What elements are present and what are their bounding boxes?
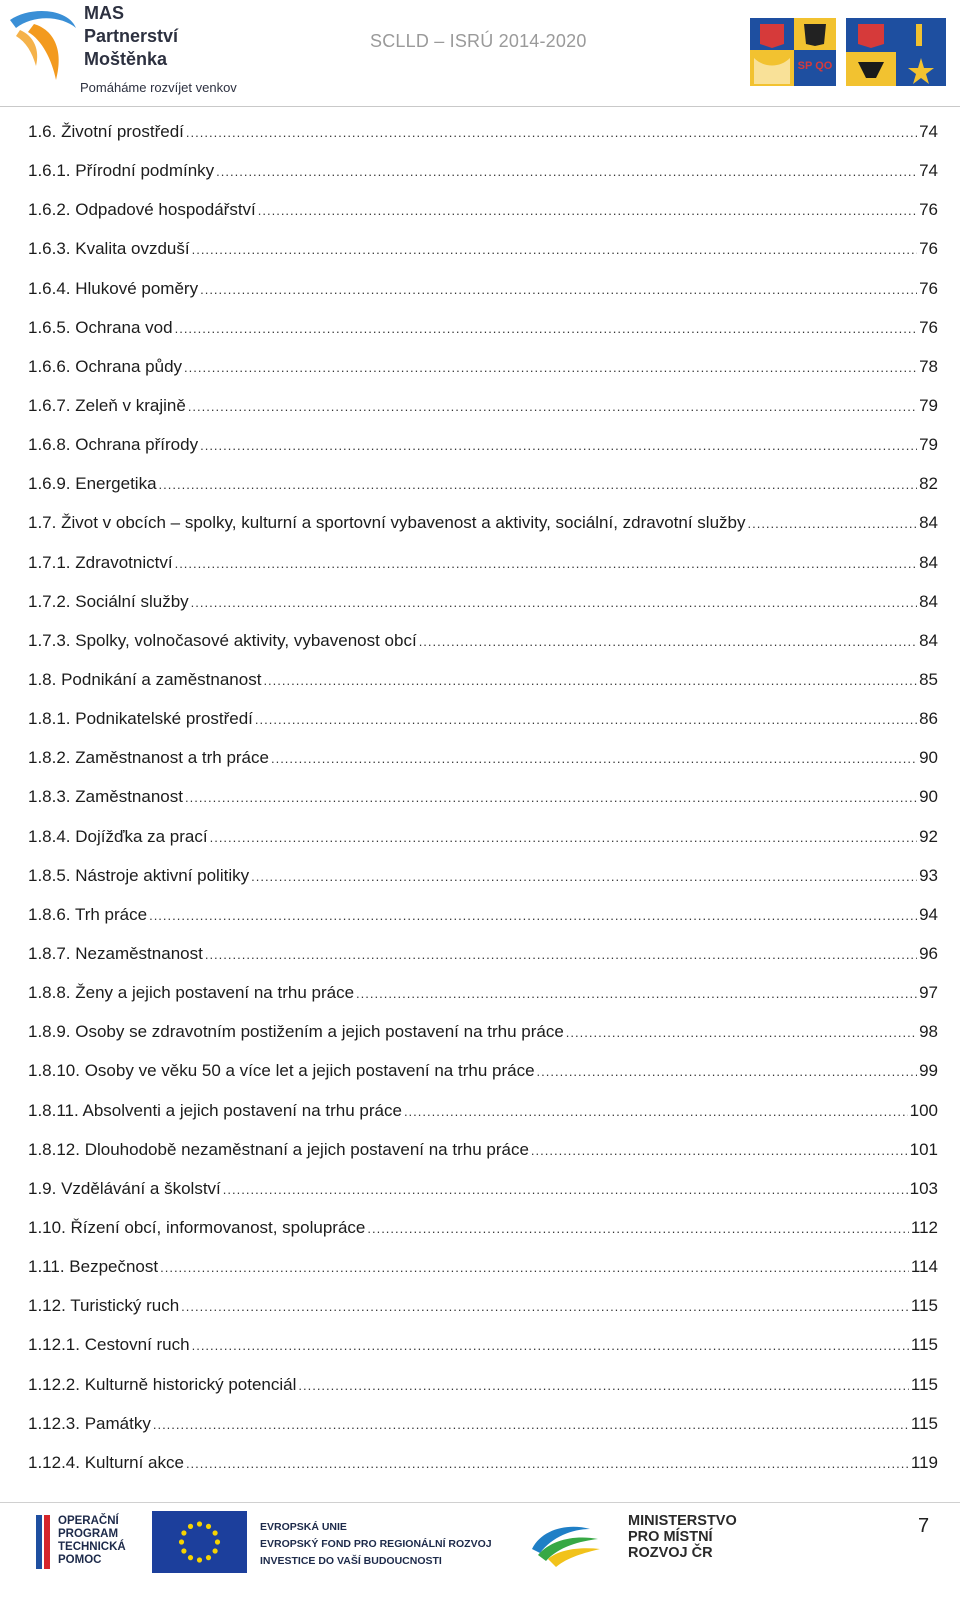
toc-entry-title[interactable]: 1.6.4. Hlukové poměry (28, 278, 199, 298)
toc-entry-title[interactable]: 1.12.4. Kulturní akce (28, 1452, 184, 1472)
toc-entry-page[interactable]: 90 (919, 787, 938, 807)
toc-entry-title[interactable]: 1.8.2. Zaměstnanost a trh práce (28, 748, 269, 768)
toc-entry-title[interactable]: 1.8.3. Zaměstnanost (28, 787, 183, 807)
toc-entry-page[interactable]: 84 (919, 630, 938, 650)
toc-dot-leader (298, 1366, 909, 1405)
toc-entry-page[interactable]: 97 (919, 983, 938, 1003)
toc-dot-leader (419, 622, 917, 661)
toc-entry-title[interactable]: 1.12.2. Kulturně historický potenciál (28, 1374, 297, 1394)
toc-entry-title[interactable]: 1.8.4. Dojížďka za prací (28, 826, 208, 846)
toc-entry-page[interactable]: 86 (919, 709, 938, 729)
toc-dot-leader (251, 857, 917, 896)
toc-entry[interactable] (28, 582, 938, 621)
toc-dot-leader (149, 896, 917, 935)
toc-entry-page[interactable]: 114 (910, 1257, 938, 1277)
toc-entry-title[interactable]: 1.12.3. Památky (28, 1413, 151, 1433)
toc-dot-leader (537, 1052, 918, 1091)
toc-entry-title[interactable]: 1.6.2. Odpadové hospodářství (28, 200, 256, 220)
toc-dot-leader (200, 270, 917, 309)
toc-dot-leader (186, 1444, 909, 1483)
toc-entry-title[interactable]: 1.6.6. Ochrana půdy (28, 356, 183, 376)
toc-entry[interactable] (28, 308, 938, 347)
toc-dot-leader (210, 818, 917, 857)
toc-dot-leader (160, 1248, 909, 1287)
toc-entry-page[interactable]: 84 (919, 552, 938, 572)
toc-entry-title[interactable]: 1.8.12. Dlouhodobě nezaměstnaní a jejich postavení na trhu práce (28, 1139, 529, 1159)
toc-entry-page[interactable]: 79 (919, 435, 938, 455)
district-emblem-icon (846, 18, 946, 86)
toc-dot-leader (185, 778, 917, 817)
toc-entry-page[interactable]: 85 (919, 669, 938, 689)
toc-entry-page[interactable]: 96 (919, 943, 938, 963)
toc-entry[interactable] (28, 151, 938, 190)
toc-entry-title[interactable]: 1.8.8. Ženy a jejich postavení na trhu práce (28, 983, 355, 1003)
toc-entry-page[interactable]: 84 (919, 513, 938, 533)
toc-entry-page[interactable]: 115 (910, 1413, 938, 1433)
toc-dot-leader (271, 739, 917, 778)
toc-dot-leader (175, 309, 917, 348)
toc-entry[interactable] (28, 1325, 938, 1364)
toc-dot-leader (263, 661, 917, 700)
toc-entry-page[interactable]: 99 (919, 1061, 938, 1081)
toc-entry[interactable] (28, 738, 938, 777)
op-bars-icon (36, 1513, 56, 1571)
toc-entry-page[interactable]: 74 (919, 161, 938, 181)
toc-entry[interactable] (28, 621, 938, 660)
toc-entry-title[interactable]: 1.6.1. Přírodní podmínky (28, 161, 215, 181)
toc-dot-leader (188, 387, 917, 426)
mas-swoosh-icon (6, 6, 86, 96)
toc-entry[interactable] (28, 1169, 938, 1208)
toc-entry-title[interactable]: 1.8.11. Absolventi a jejich postavení na trhu práce (28, 1100, 402, 1120)
op-tp-text: OPERAČNÍ PROGRAM TECHNICKÁ POMOC (58, 1515, 126, 1566)
toc-dot-leader (747, 504, 917, 543)
regional-emblems (750, 18, 950, 88)
toc-dot-leader (404, 1092, 908, 1131)
page-number: 7 (918, 1515, 930, 1537)
toc-entry[interactable] (28, 1208, 938, 1247)
toc-dot-leader (191, 583, 917, 622)
toc-entry-page[interactable]: 78 (919, 356, 938, 376)
logo-tagline: Pomáháme rozvíjet venkov (80, 80, 237, 95)
toc-entry-title[interactable]: 1.8.9. Osoby se zdravotním postižením a jejich postavení na trhu práce (28, 1022, 564, 1042)
toc-entry-page[interactable]: 119 (910, 1452, 938, 1472)
toc-dot-leader (175, 544, 918, 583)
toc-dot-leader (216, 152, 917, 191)
page-footer (0, 1505, 960, 1602)
page-header (0, 0, 960, 108)
toc-entry-title[interactable]: 1.8. Podnikání a zaměstnanost (28, 669, 262, 689)
toc-entry-page[interactable]: 115 (910, 1296, 938, 1316)
toc-entry-page[interactable]: 74 (919, 122, 938, 141)
footer-divider (0, 1502, 960, 1503)
toc-dot-leader (184, 348, 917, 387)
toc-dot-leader (531, 1131, 908, 1170)
toc-entry-page[interactable]: 82 (919, 474, 938, 494)
toc-entry[interactable] (28, 347, 938, 386)
toc-entry[interactable] (28, 1286, 938, 1325)
toc-entry-title[interactable]: 1.8.5. Nástroje aktivní politiky (28, 865, 250, 885)
toc-dot-leader (367, 1209, 909, 1248)
ministry-text: MINISTERSTVO PRO MÍSTNÍ ROZVOJ ČR (628, 1513, 737, 1561)
toc-entry-page[interactable]: 90 (919, 748, 938, 768)
toc-entry[interactable] (28, 817, 938, 856)
toc-entry-page[interactable]: 76 (919, 239, 938, 259)
toc-entry-page[interactable]: 115 (910, 1374, 938, 1394)
toc-entry[interactable] (28, 1365, 938, 1404)
toc-entry-title[interactable]: 1.12. Turistický ruch (28, 1296, 180, 1316)
toc-dot-leader (153, 1405, 909, 1444)
toc-entry-page[interactable]: 93 (919, 865, 938, 885)
toc-entry-title[interactable]: 1.7.3. Spolky, volnočasové aktivity, vybavenost obcí (28, 630, 417, 650)
toc-entry[interactable] (28, 229, 938, 268)
toc-entry-page[interactable]: 98 (919, 1022, 938, 1042)
toc-entry-page[interactable]: 92 (919, 826, 938, 846)
toc-entry-page[interactable]: 76 (919, 278, 938, 298)
toc-entry-page[interactable]: 76 (919, 317, 938, 337)
toc-entry-title[interactable]: 1.11. Bezpečnost (28, 1257, 159, 1277)
toc-entry[interactable] (28, 1443, 938, 1482)
toc-entry[interactable] (28, 699, 938, 738)
toc-entry-page[interactable]: 84 (919, 591, 938, 611)
toc-entry-page[interactable]: 76 (919, 200, 938, 220)
eu-flag-icon (152, 1511, 247, 1573)
toc-entry-title[interactable]: 1.7.2. Sociální služby (28, 591, 189, 611)
toc-entry-title[interactable]: 1.12.1. Cestovní ruch (28, 1335, 190, 1355)
toc-entry[interactable] (28, 543, 938, 582)
toc-entry[interactable] (28, 425, 938, 464)
toc-entry-page[interactable]: 115 (910, 1335, 938, 1355)
toc-entry-title[interactable]: 1.7. Život v obcích – spolky, kulturní a sportovní vybavenost a aktivity, sociální, zdravotní služby (28, 513, 746, 533)
toc-entry[interactable] (28, 1051, 938, 1090)
toc-entry-page[interactable]: 112 (910, 1217, 938, 1237)
toc-entry-title[interactable]: 1.9. Vzdělávání a školství (28, 1178, 221, 1198)
toc-dot-leader (200, 426, 917, 465)
toc-entry-title[interactable]: 1.6.3. Kvalita ovzduší (28, 239, 190, 259)
toc-entry[interactable] (28, 934, 938, 973)
toc-entry[interactable] (28, 1130, 938, 1169)
toc-entry[interactable] (28, 112, 938, 151)
toc-dot-leader (186, 113, 917, 152)
toc-entry-title[interactable]: 1.10. Řízení obcí, informovanost, spolupráce (28, 1217, 366, 1237)
toc-entry[interactable] (28, 464, 938, 503)
toc-entry[interactable] (28, 1091, 938, 1130)
toc-entry[interactable] (28, 1404, 938, 1443)
toc-dot-leader (258, 191, 917, 230)
toc-entry[interactable] (28, 386, 938, 425)
logo-name: MAS Partnerství Moštěnka (84, 3, 179, 69)
toc-dot-leader (356, 974, 917, 1013)
eu-fund-text: EVROPSKÁ UNIE EVROPSKÝ FOND PRO REGIONÁLNÍ ROZVOJ INVESTICE DO VAŠÍ BUDOUCNOSTI (260, 1521, 492, 1567)
toc-entry[interactable] (28, 1247, 938, 1286)
toc-entry-page[interactable]: 101 (909, 1139, 938, 1159)
czech-eagle-emblem-icon (750, 18, 836, 86)
toc-entry[interactable] (28, 190, 938, 229)
toc-entry-title[interactable]: 1.7.1. Zdravotnictví (28, 552, 173, 572)
toc-entry[interactable] (28, 503, 938, 542)
toc-entry-title[interactable]: 1.6.7. Zeleň v krajině (28, 395, 186, 415)
toc-entry-title[interactable]: 1.6. Životní prostředí (28, 122, 184, 141)
toc-entry[interactable] (28, 895, 938, 934)
mmr-logo-icon (528, 1515, 608, 1571)
toc-dot-leader (205, 935, 917, 974)
toc-dot-leader (255, 700, 917, 739)
toc-entry-title[interactable]: 1.8.7. Nezaměstnanost (28, 943, 203, 963)
toc-dot-leader (566, 1013, 917, 1052)
toc-entry-title[interactable]: 1.6.8. Ochrana přírody (28, 435, 199, 455)
toc-entry-title[interactable]: 1.6.5. Ochrana vod (28, 317, 173, 337)
toc-dot-leader (192, 230, 917, 269)
emblem-text: SP QO (797, 60, 833, 72)
header-divider (0, 106, 960, 107)
toc-entry[interactable] (28, 973, 938, 1012)
mas-logo (6, 2, 256, 102)
toc-dot-leader (223, 1170, 908, 1209)
toc-entry-page[interactable]: 100 (909, 1100, 938, 1120)
toc-entry-title[interactable]: 1.8.10. Osoby ve věku 50 a více let a jejich postavení na trhu práce (28, 1061, 535, 1081)
toc-entry[interactable] (28, 856, 938, 895)
table-of-contents (28, 112, 938, 1482)
toc-entry-page[interactable]: 94 (919, 904, 938, 924)
toc-entry[interactable] (28, 660, 938, 699)
toc-dot-leader (181, 1287, 909, 1326)
document-title: SCLLD – ISRÚ 2014-2020 (370, 31, 587, 51)
toc-entry-title[interactable]: 1.6.9. Energetika (28, 474, 157, 494)
toc-entry-title[interactable]: 1.8.1. Podnikatelské prostředí (28, 709, 253, 729)
toc-entry[interactable] (28, 269, 938, 308)
toc-dot-leader (159, 465, 918, 504)
toc-entry-title[interactable]: 1.8.6. Trh práce (28, 904, 148, 924)
toc-dot-leader (192, 1326, 909, 1365)
toc-entry-page[interactable]: 79 (919, 395, 938, 415)
toc-entry-page[interactable]: 103 (909, 1178, 938, 1198)
toc-entry[interactable] (28, 777, 938, 816)
toc-entry[interactable] (28, 1012, 938, 1051)
